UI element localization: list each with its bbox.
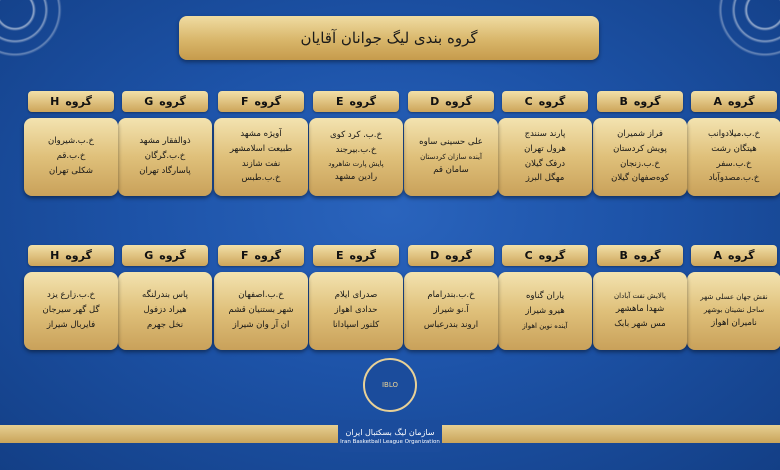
group-label: گروه (254, 95, 282, 108)
group-tab (597, 245, 683, 266)
group-tab (313, 245, 399, 266)
group-letter: B (619, 95, 628, 108)
group-tab (122, 91, 208, 112)
team-name: ذوالفقار مشهد (139, 136, 191, 147)
team-name: ساحل نشینان بوشهر (703, 306, 765, 315)
group-card (687, 118, 780, 196)
group-card (118, 118, 212, 196)
group-label: گروه (538, 249, 566, 262)
team-name: رادین مشهد (334, 172, 378, 183)
group-card (498, 272, 592, 350)
team-name: مس شهر بابک (614, 319, 666, 330)
team-name: خ.ب.اصفهان (238, 290, 284, 301)
group-e-2 (313, 245, 399, 350)
logo-text: IBLO (381, 381, 399, 389)
team-name: شکلی تهران (49, 165, 93, 176)
team-name: اروند بندرعباس (423, 319, 479, 330)
group-tab (218, 245, 304, 266)
team-name: درفک گیلان (524, 158, 566, 169)
league-logo (363, 358, 417, 412)
group-label: گروه (159, 95, 186, 108)
team-name: آ.نو شیراز (433, 305, 469, 316)
team-name: خ.ب.گرگان (144, 151, 186, 162)
group-card (214, 118, 308, 196)
team-name: نقش جهان عسلی شهر (700, 293, 768, 302)
team-name: کلنور اسپادانا (332, 319, 380, 330)
group-letter: D (430, 95, 440, 108)
team-name: خ.ب.شیروان (48, 136, 94, 147)
group-tab (122, 245, 208, 266)
group-label: گروه (254, 249, 282, 262)
group-b-1 (597, 91, 683, 196)
team-name: علی حسینی ساوه (419, 137, 483, 148)
group-label: گروه (445, 95, 472, 108)
team-name: خ.ب.سفر (716, 158, 752, 169)
group-label: گروه (633, 95, 661, 108)
group-d-1 (408, 91, 494, 196)
group-tab (28, 245, 114, 266)
team-name: پالایش نفت آبادان (614, 292, 666, 301)
team-name: هیتگان رشت (711, 143, 757, 154)
org-name-en: Iran Basketball League Organization (340, 438, 440, 445)
group-label: گروه (349, 249, 377, 262)
group-letter: C (524, 249, 533, 262)
group-card (404, 118, 498, 196)
group-letter: E (335, 249, 344, 262)
team-name: خ.ب. کرد کوی (330, 129, 382, 140)
team-name: نخل جهرم (146, 319, 184, 330)
group-a-1 (691, 91, 777, 196)
team-name: شهدا ماهشهر (615, 304, 665, 315)
team-name: خ.ب.زنجان (620, 158, 660, 169)
group-letter: C (524, 95, 533, 108)
team-name: فایربال شیراز (46, 319, 96, 330)
group-c-1 (502, 91, 588, 196)
page-title (179, 16, 599, 60)
group-letter: G (144, 249, 154, 262)
team-name: نفت شازند (241, 158, 281, 169)
group-tab (313, 91, 399, 112)
group-card (498, 118, 592, 196)
team-name: پویش کردستان (613, 143, 667, 154)
org-name-fa: سازمان لیگ بسکتبال ایران (345, 427, 435, 437)
group-letter: A (713, 95, 722, 108)
team-name: پاسارگاد تهران (139, 165, 191, 176)
team-name: خ.ب.زارع یزد (46, 290, 96, 301)
group-letter: A (713, 249, 722, 262)
group-e-1 (313, 91, 399, 196)
team-name: مهگل البرز (525, 173, 565, 184)
team-name: طبیعت اسلامشهر (229, 143, 293, 154)
title-text: گروه بندی لیگ جوانان آقایان (300, 29, 478, 47)
group-card (214, 272, 308, 350)
group-tab (691, 245, 777, 266)
team-name: سامان قم (433, 165, 469, 176)
group-tab (691, 91, 777, 112)
group-label: گروه (349, 95, 377, 108)
group-tab (218, 91, 304, 112)
group-letter: H (50, 95, 60, 108)
team-name: کوه‌صفهان گیلان (611, 173, 669, 184)
group-card (593, 118, 687, 196)
team-name: گل گهر سیرجان (42, 305, 100, 316)
group-card (118, 272, 212, 350)
team-name: پایش پارت شاهرود (328, 160, 384, 169)
group-label: گروه (159, 249, 186, 262)
team-name: خ.ب.بندرامام (427, 290, 475, 301)
group-card (24, 272, 118, 350)
group-f-2 (218, 245, 304, 350)
organization-box (338, 420, 442, 452)
team-name: پاس بندرلنگه (142, 290, 188, 301)
team-name: پارند سنندج (524, 128, 566, 139)
group-b-2 (597, 245, 683, 350)
group-card (687, 272, 780, 350)
team-name: خ.ب.طبس (241, 173, 281, 184)
team-name: هرول تهران (524, 143, 566, 154)
group-h-2 (28, 245, 114, 350)
group-letter: B (619, 249, 628, 262)
group-letter: E (335, 95, 344, 108)
team-name: خ.ب.بیرجند (335, 144, 377, 155)
group-tab (502, 245, 588, 266)
group-d-2 (408, 245, 494, 350)
team-name: یاران گناوه (525, 291, 565, 302)
group-h-1 (28, 91, 114, 196)
group-tab (502, 91, 588, 112)
group-card (309, 118, 403, 196)
group-tab (408, 245, 494, 266)
group-card (593, 272, 687, 350)
team-name: ان آر وان شیراز (232, 319, 290, 330)
group-label: گروه (445, 249, 472, 262)
team-name: آویژه مشهد (240, 128, 282, 139)
group-tab (408, 91, 494, 112)
group-letter: D (430, 249, 440, 262)
team-name: حدادی اهواز (334, 305, 378, 316)
group-label: گروه (727, 95, 755, 108)
team-name: شهر بستنیان قشم (228, 305, 294, 316)
group-a-2 (691, 245, 777, 350)
group-c-2 (502, 245, 588, 350)
group-card (404, 272, 498, 350)
group-letter: H (50, 249, 60, 262)
team-name: آینده سازان کردستان (420, 152, 482, 161)
group-f-1 (218, 91, 304, 196)
group-tab (597, 91, 683, 112)
group-letter: G (144, 95, 154, 108)
team-name: فراز شمیران (617, 128, 663, 139)
team-name: هیرو شیراز (525, 305, 565, 316)
group-label: گروه (727, 249, 755, 262)
team-name: خ.ب.مصدوآباد (708, 173, 760, 184)
group-g-1 (122, 91, 208, 196)
team-name: آینده نوین اهواز (522, 321, 568, 330)
group-g-2 (122, 245, 208, 350)
group-label: گروه (633, 249, 661, 262)
team-name: نامیران اهواز (711, 318, 757, 329)
team-name: هیراد دزفول (143, 305, 187, 316)
group-tab (28, 91, 114, 112)
group-label: گروه (538, 95, 566, 108)
group-label: گروه (65, 95, 92, 108)
group-letter: F (240, 95, 249, 108)
group-card (24, 118, 118, 196)
team-name: صدرای ایلام (334, 290, 378, 301)
group-card (309, 272, 403, 350)
team-name: خ.ب.قم (56, 151, 86, 162)
team-name: خ.ب.میلادوانب (707, 128, 761, 139)
group-label: گروه (65, 249, 92, 262)
group-letter: F (240, 249, 249, 262)
